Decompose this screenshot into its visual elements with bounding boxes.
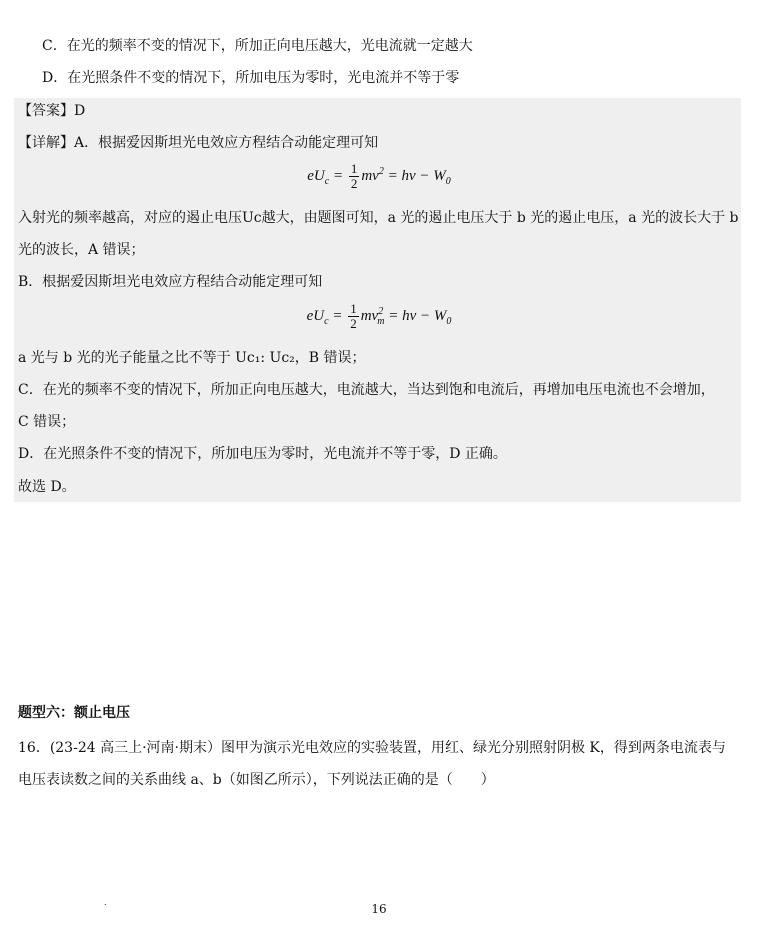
- solution-block: [14, 98, 741, 502]
- detail-conclusion: 故选 D。: [18, 479, 76, 495]
- answer-label: 【答案】D: [18, 103, 86, 119]
- detail-d-line: D．在光照条件不变的情况下，所加电压为零时，光电流并不等于零，D 正确。: [18, 446, 507, 462]
- detail-a-intro: 【详解】A．根据爱因斯坦光电效应方程结合动能定理可知: [18, 135, 379, 151]
- equation-1: $eU_c$ = $\frac{1}{2}$ $mv^2 = h\nu - W_0$: [307, 161, 451, 191]
- detail-a-line1: 入射光的频率越高，对应的遏止电压Uc越大，由题图可知，a 光的遏止电压大于 b 光的遏止电压，a 光的波长大于 b: [18, 210, 739, 226]
- equation-2: $eU_c$ = $\frac{1}{2}$ $mv^2_m = h\nu - W_0$: [306, 301, 452, 331]
- detail-b-line: a 光与 b 光的光子能量之比不等于 Uc₁: Uc₂，B 错误；: [18, 350, 366, 366]
- detail-b-intro: B．根据爱因斯坦光电效应方程结合动能定理可知: [18, 274, 323, 290]
- page-number: 16: [371, 902, 387, 916]
- section-title: 题型六：额止电压: [18, 705, 130, 721]
- option-c: C．在光的频率不变的情况下，所加正向电压越大，光电流就一定越大: [42, 38, 473, 54]
- detail-c-line2: C 错误；: [18, 414, 76, 430]
- footer-dot: .: [104, 898, 107, 907]
- question-line2: 电压表读数之间的关系曲线 a、b（如图乙所示），下列说法正确的是（ ）: [18, 772, 495, 788]
- question-line1: 16．(23-24 高三上·河南·期末）图甲为演示光电效应的实验装置，用红、绿光分别照射阴极 K，得到两条电流表与: [18, 740, 726, 756]
- option-d: D．在光照条件不变的情况下，所加电压为零时，光电流并不等于零: [42, 70, 460, 86]
- detail-a-line2: 光的波长，A 错误；: [18, 242, 145, 258]
- detail-c-line1: C．在光的频率不变的情况下，所加正向电压越大，电流越大，当达到饱和电流后，再增加电压电流也不会增加，: [18, 382, 715, 398]
